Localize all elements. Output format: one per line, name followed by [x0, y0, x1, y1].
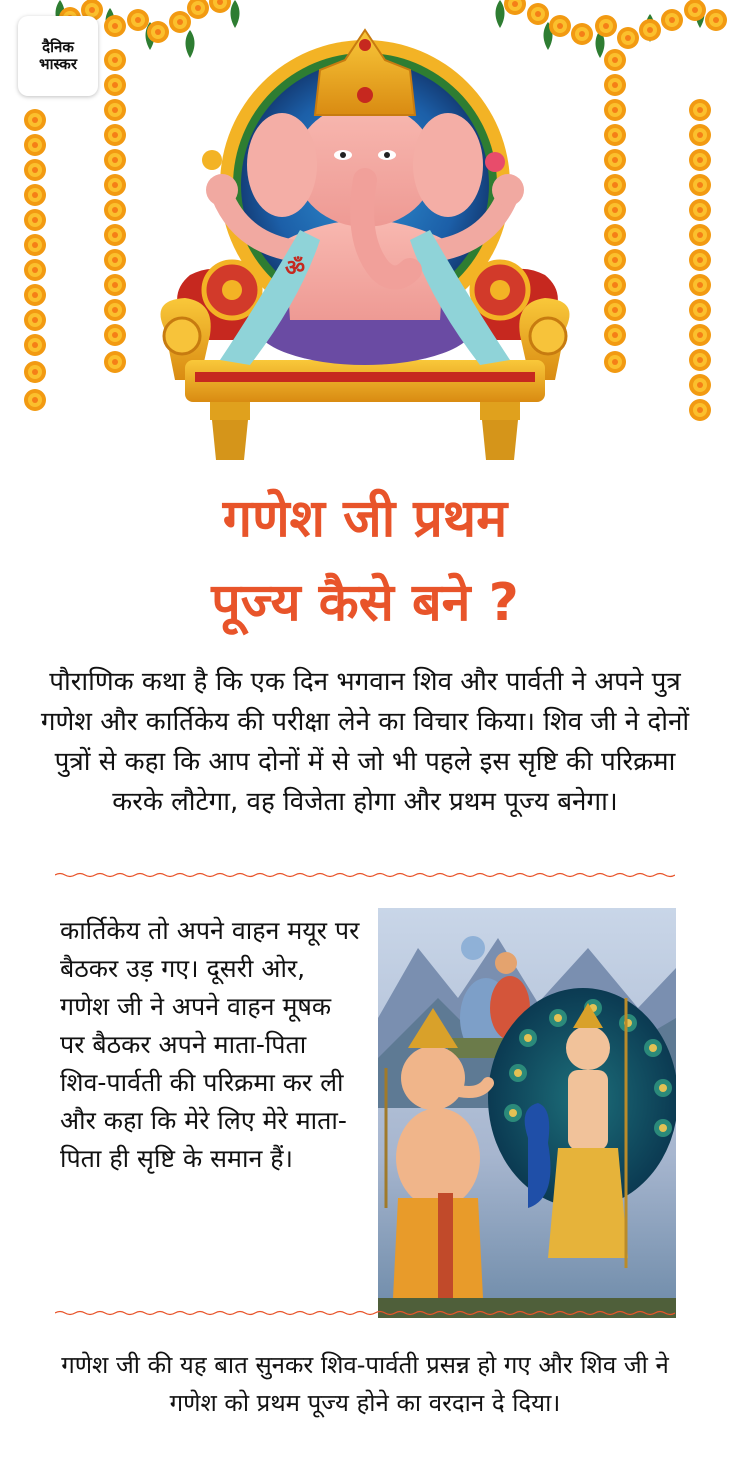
wavy-divider	[55, 872, 675, 878]
svg-text:ॐ: ॐ	[285, 256, 306, 281]
page-title-line2: पूज्य कैसे बने ?	[211, 573, 519, 633]
intro-paragraph: पौराणिक कथा है कि एक दिन भगवान शिव और पार्वती ने अपने पुत्र गणेश और कार्तिकेय की परीक्षा लेने का विचार किया। शिव जी ने दोनों पुत्रों से कहा कि आप दोनों में से जो भी पहले इस सृष्टि की परिक्रमा करके लौटेगा, वह विजेता होगा और प्रथम पूज्य बनेगा।	[40, 667, 690, 817]
conclusion-paragraph: गणेश जी की यह बात सुनकर शिव-पार्वती प्रसन्न हो गए और शिव जी ने गणेश को प्रथम पूज्य होने का वरदान दे दिया।	[61, 1351, 669, 1417]
page-title-line1: गणेश जी प्रथम	[222, 489, 508, 549]
kartikeya-ganesha-painting	[378, 908, 676, 1318]
ganesha-illustration	[0, 0, 730, 475]
story-paragraph: कार्तिकेय तो अपने वाहन मयूर पर बैठकर उड़ गए। दूसरी ओर, गणेश जी ने अपने वाहन मूषक पर बैठकर अपने माता-पिता शिव-पार्वती की परिक्रमा कर ली और कहा कि मेरे लिए मेरे माता-पिता ही सृष्टि के समान हैं।	[60, 916, 360, 1173]
logo-line2: भास्कर	[39, 55, 77, 73]
logo-line1: दैनिक	[42, 38, 74, 56]
dainik-bhaskar-logo[interactable]	[18, 16, 98, 96]
wavy-divider	[55, 1310, 675, 1316]
